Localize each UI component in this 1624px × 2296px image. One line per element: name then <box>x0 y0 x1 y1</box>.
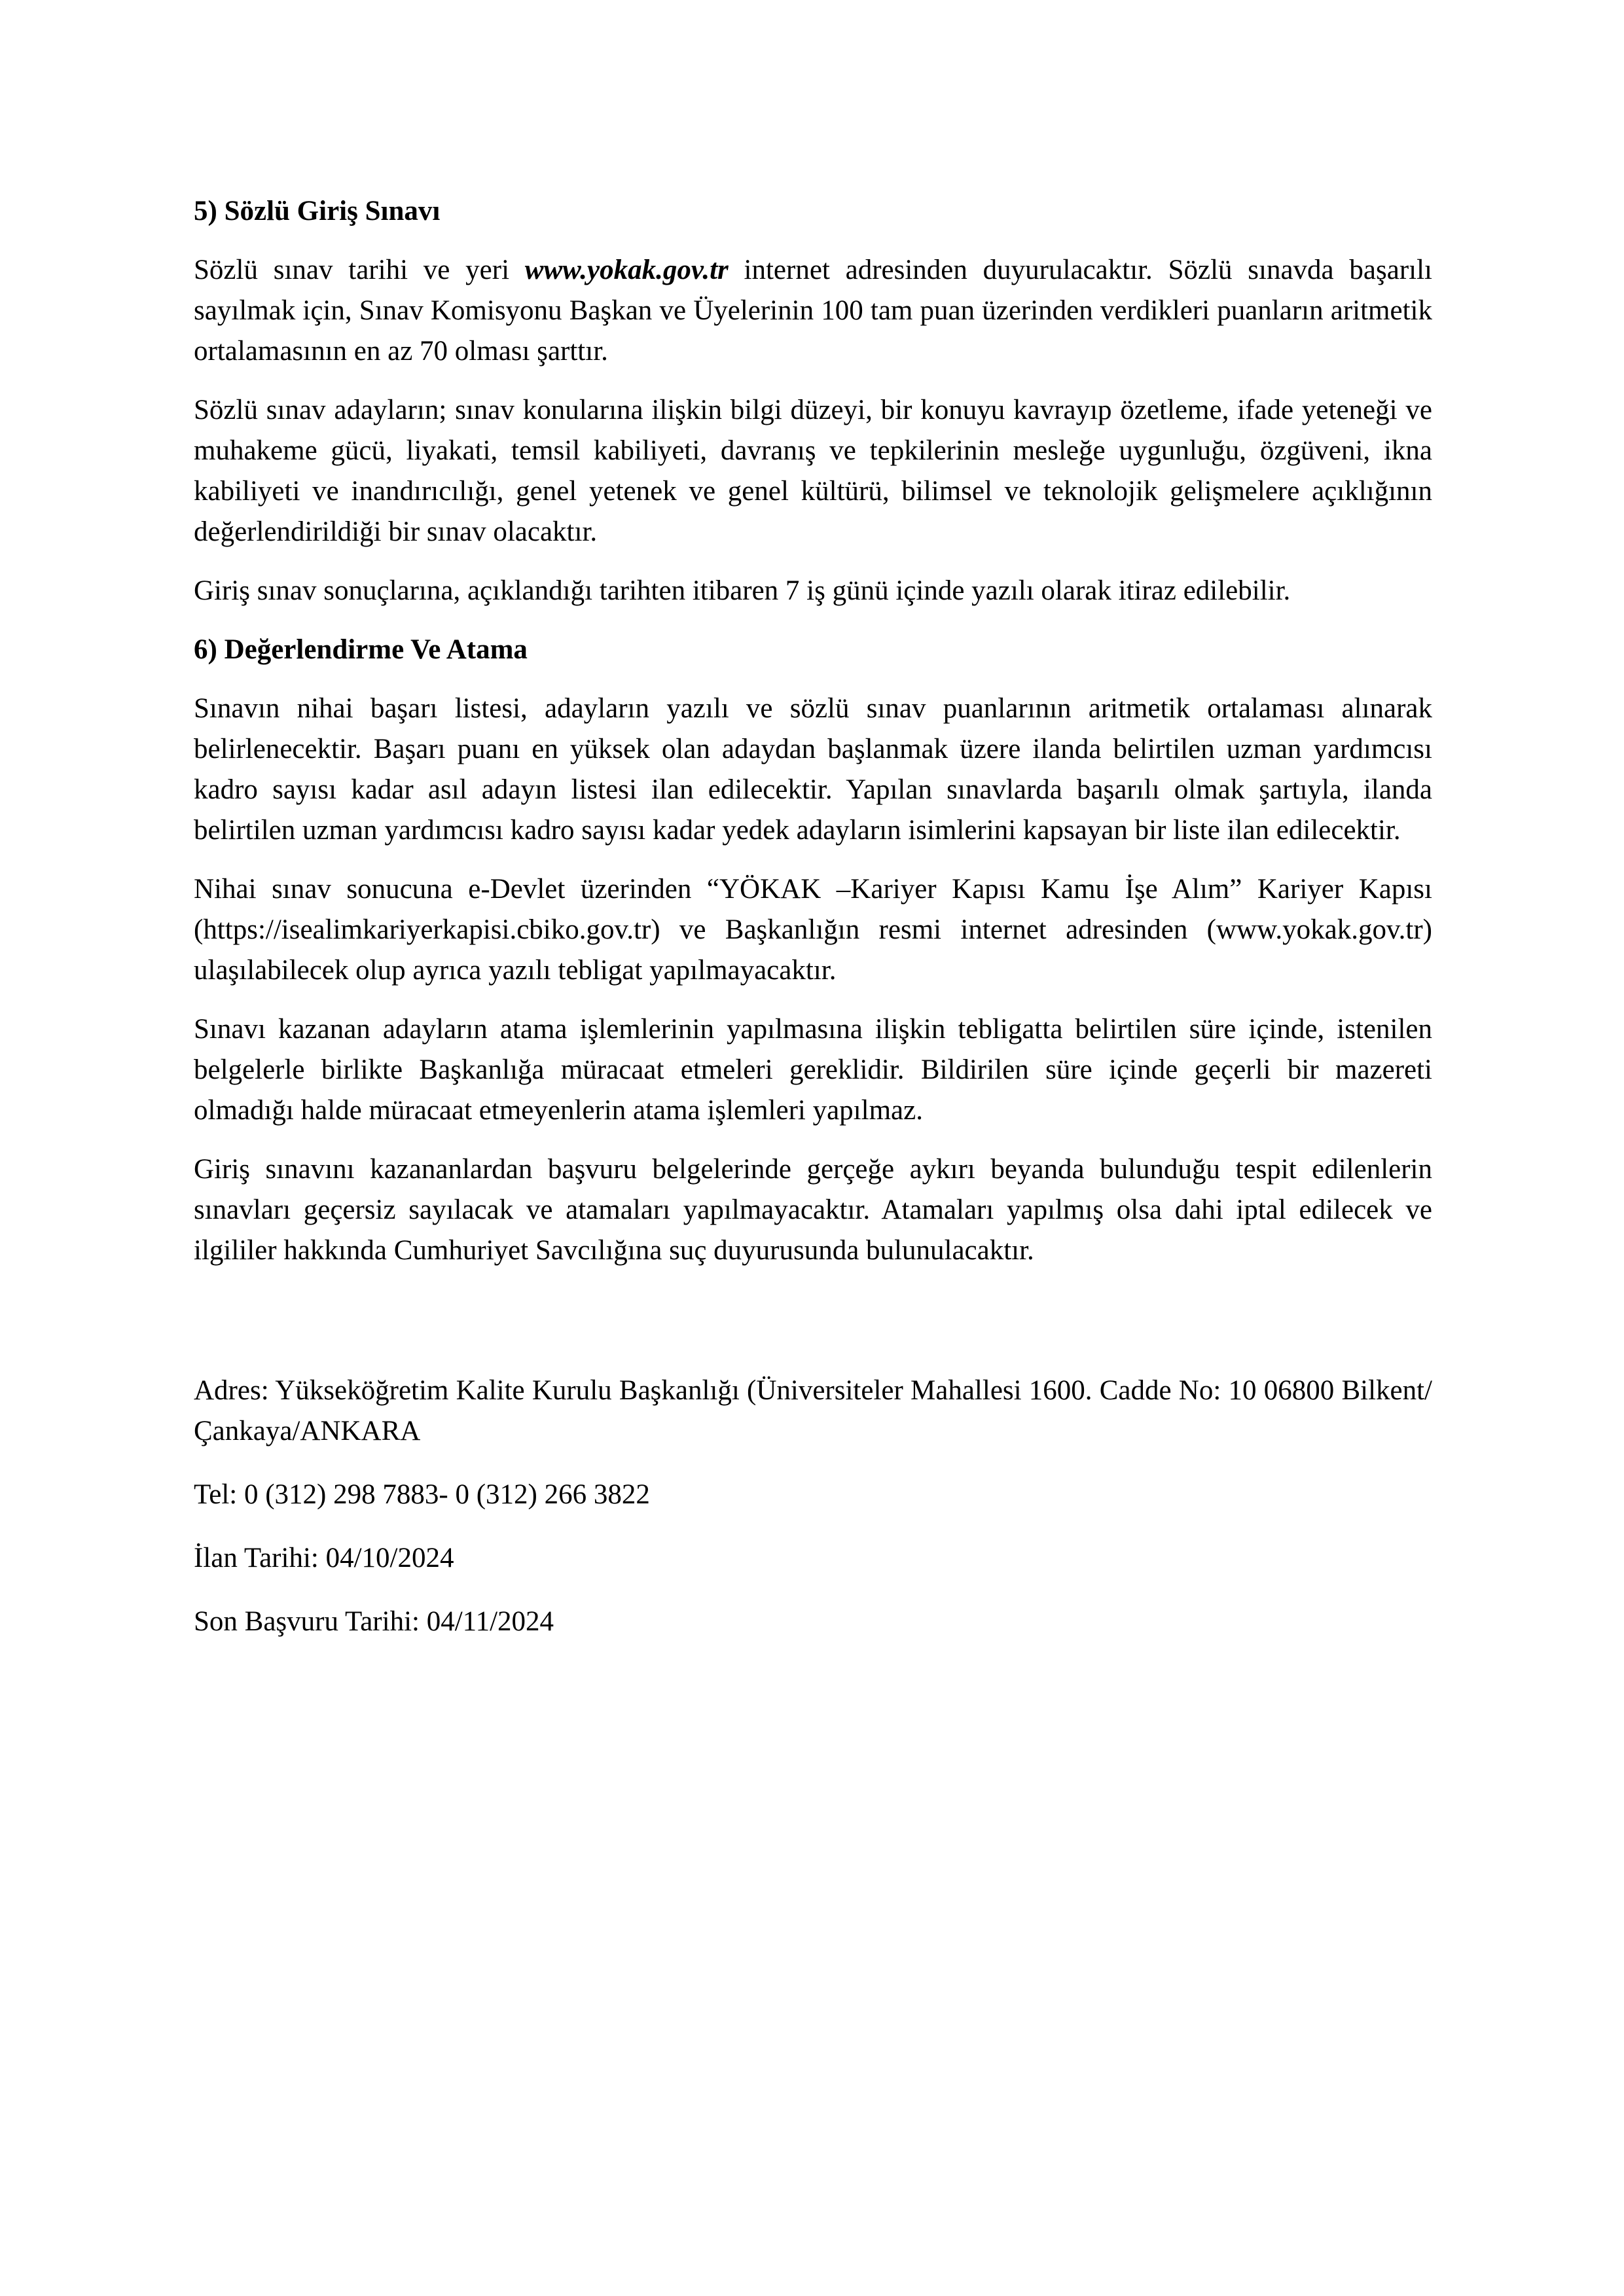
paragraph-text: Sözlü sınav tarihi ve yeri <box>194 255 525 285</box>
section-6-paragraph-1: Sınavın nihai başarı listesi, adayların yazılı ve sözlü sınav puanlarının aritmetik ortalaması alınarak belirlenecektir. Başarı puanı en yüksek olan adaydan başlanmak üzere ilanda belirtilen uzman yardımcısı kadro sayısı kadar asıl adayın listesi ilan edilecektir. Yapılan sınavlarda başarılı olmak şartıyla, ilanda belirtilen uzman yardımcısı kadro sayısı kadar yedek adayların isimlerini kapsayan bir liste ilan edilecektir. <box>194 693 1432 846</box>
section-5-paragraph-1 <box>194 250 1432 372</box>
spacer <box>194 1289 1432 1371</box>
document-page <box>194 191 1432 1665</box>
section-6-paragraph-3: Sınavı kazanan adayların atama işlemlerinin yapılmasına ilişkin tebligatta belirtilen süre içinde, istenilen belgelerle birlikte Başkanlığa müracaat etmeleri gereklidir. Bildirilen süre içinde geçerli bir mazereti olmadığı halde müracaat etmeyenlerin atama işlemleri yapılmaz. <box>194 1014 1432 1126</box>
paragraph-text: internet adresinden duyurulacaktır. Sözlü sınavda başarılı sayılmak için, Sınav Komisyonu Başkan ve Üyelerinin 100 tam puan üzerinden verdikleri puanların aritmetik ortalamasının en az 70 olması şarttır. <box>194 255 1432 367</box>
section-5-paragraph-2: Sözlü sınav adayların; sınav konularına ilişkin bilgi düzeyi, bir konuyu kavrayıp özetleme, ifade yeteneği ve muhakeme gücü, liyakati, temsil kabiliyeti, davranış ve tepkilerinin mesleğe uygunluğu, özgüveni, ikna kabiliyeti ve inandırıcılığı, genel yetenek ve genel kültürü, bilimsel ve teknolojik gelişmelere açıklığının değerlendirildiği bir sınav olacaktır. <box>194 395 1432 547</box>
section-6-paragraph-4: Giriş sınavını kazananlardan başvuru belgelerinde gerçeğe aykırı beyanda bulunduğu tespit edilenlerin sınavları geçersiz sayılacak ve atamaları yapılmayacaktır. Atamaları yapılmış olsa dahi iptal edilecek ve ilgililer hakkında Cumhuriyet Savcılığına suç duyurusunda bulunulacaktır. <box>194 1154 1432 1266</box>
application-deadline: Son Başvuru Tarihi: 04/11/2024 <box>194 1606 554 1637</box>
section-5-paragraph-3: Giriş sınav sonuçlarına, açıklandığı tarihten itibaren 7 iş günü içinde yazılı olarak itiraz edilebilir. <box>194 575 1291 606</box>
section-6-paragraph-2: Nihai sınav sonucuna e-Devlet üzerinden “YÖKAK –Kariyer Kapısı Kamu İşe Alım” Kariyer Kapısı (https://isealimkariyerkapisi.cbiko.gov.tr) ve Başkanlığın resmi internet adresinden (www.yokak.gov.tr) ulaşılabilecek olup ayrıca yazılı tebligat yapılmayacaktır. <box>194 874 1432 986</box>
section-6-heading: 6) Değerlendirme Ve Atama <box>194 634 528 665</box>
announcement-date: İlan Tarihi: 04/10/2024 <box>194 1543 454 1573</box>
section-5-heading: 5) Sözlü Giriş Sınavı <box>194 196 441 226</box>
telephone-line: Tel: 0 (312) 298 7883- 0 (312) 266 3822 <box>194 1479 650 1510</box>
address-line: Adres: Yükseköğretim Kalite Kurulu Başkanlığı (Üniversiteler Mahallesi 1600. Cadde No: 10 06800 Bilkent/Çankaya/ANKARA <box>194 1375 1432 1446</box>
website-link-text: www.yokak.gov.tr <box>524 255 729 285</box>
